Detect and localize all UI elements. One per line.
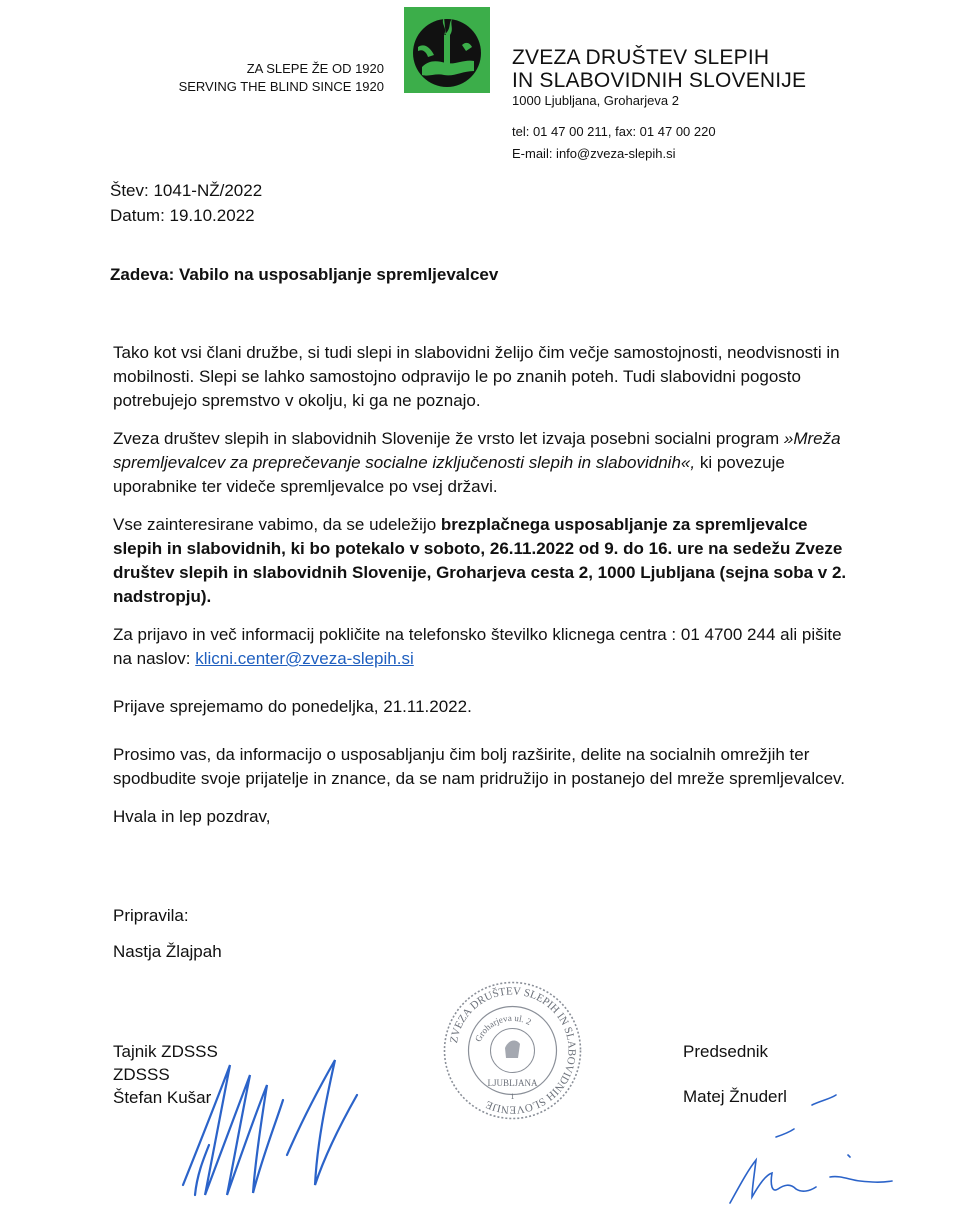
email-link[interactable]: klicni.center@zveza-slepih.si — [195, 649, 414, 668]
president-handwritten-signature — [720, 1085, 910, 1210]
paragraph-program-start: Zveza društev slepih in slabovidnih Slovenije že vrsto let izvaja posebni socialni program — [113, 429, 784, 448]
stamp-number: 1 — [510, 1092, 515, 1101]
letter-body — [113, 341, 853, 843]
phone-fax: tel: 01 47 00 211, fax: 01 47 00 220 — [512, 124, 716, 139]
org-name-line-1: ZVEZA DRUŠTEV SLEPIH — [512, 46, 770, 69]
email: E-mail: info@zveza-slepih.si — [512, 146, 676, 161]
closing: Hvala in lep pozdrav, — [113, 807, 271, 826]
prepared-by-name: Nastja Žlajpah — [113, 942, 222, 961]
tagline — [179, 60, 384, 96]
paragraph-program-end: ki povezuje uporabnike ter videče spremljevalce po vsej državi. — [113, 453, 785, 496]
reference-date: Datum: 19.10.2022 — [110, 206, 255, 225]
paragraph-deadline: Prijave sprejemamo do ponedeljka, 21.11.2022. — [113, 697, 472, 716]
secretary-name: Štefan Kušar — [113, 1088, 212, 1107]
tagline-slovene: ZA SLEPE ŽE OD 1920 — [246, 61, 384, 76]
secretary-org: ZDSSS — [113, 1065, 170, 1084]
contact-info — [512, 121, 716, 165]
invitation-details: brezplačnega usposabljanje za spremljevalce slepih in slabovidnih, ki bo potekalo v soboto, 26.11.2022 od 9. do 16. ure na sedežu Zveze društev slepih in slabovidnih Slovenije, Groharjeva cesta 2, 1000 Ljubljana (sejna soba v 2. nadstropju). — [113, 515, 847, 606]
organization-name — [512, 46, 806, 92]
paragraph-intro: Tako kot vsi člani družbe, si tudi slepi in slabovidni želijo čim večje samostojnosti, neodvisnosti in mobilnosti. Slepi se lahko samostojno odpravijo le po znanih poteh. Tudi slabovidni pogosto potrebujejo spremstvo v okolju, ki ga ne poznajo. — [113, 343, 840, 410]
reference-number: Štev: 1041-NŽ/2022 — [110, 181, 263, 200]
stamp-city: LJUBLJANA — [487, 1078, 538, 1088]
paragraph-invitation — [113, 513, 853, 609]
secretary-handwritten-signature — [175, 1045, 375, 1205]
invitation-start: Vse zainteresirane vabimo, da se udeležijo — [113, 515, 441, 534]
paragraph-share: Prosimo vas, da informacijo o usposabljanju čim bolj razširite, delite na socialnih omrežjih ter spodbudite svoje prijatelje in znance, da se nam pridružijo in postanejo del mreže spremljevalcev. — [113, 745, 846, 788]
organization-address: 1000 Ljubljana, Groharjeva 2 — [512, 93, 679, 108]
prepared-by — [113, 904, 222, 964]
program-name: »Mreža spremljevalcev za preprečevanje socialne izključenosti slepih in slabovidnih«, — [113, 429, 841, 472]
official-stamp — [440, 978, 585, 1123]
stamp-torch-icon — [505, 1041, 520, 1058]
prepared-by-label: Pripravila: — [113, 906, 189, 925]
org-name-line-2: IN SLABOVIDNIH SLOVENIJE — [512, 69, 807, 92]
stamp-inner-text: Groharjeva ul. 2 — [472, 1012, 533, 1044]
paragraph-registration — [113, 623, 853, 671]
secretary-title: Tajnik ZDSSS — [113, 1042, 218, 1061]
reference-block — [110, 178, 262, 228]
president-name: Matej Žnuderl — [683, 1087, 787, 1106]
tagline-english: SERVING THE BLIND SINCE 1920 — [178, 79, 384, 94]
president-title: Predsednik — [683, 1042, 769, 1061]
torch-hand-logo-icon — [404, 7, 490, 93]
paragraph-program — [113, 427, 853, 499]
subject-line: Zadeva: Vabilo na usposabljanje spremljevalcev — [110, 265, 499, 284]
registration-text: Za prijavo in več informacij pokličite na telefonsko številko klicnega centra : 01 4700 244 ali pišite na naslov: — [113, 625, 842, 668]
stamp-outer-text: ZVEZA DRUŠTEV SLEPIH IN SLABOVIDNIH SLOVENIJE — [447, 985, 578, 1116]
